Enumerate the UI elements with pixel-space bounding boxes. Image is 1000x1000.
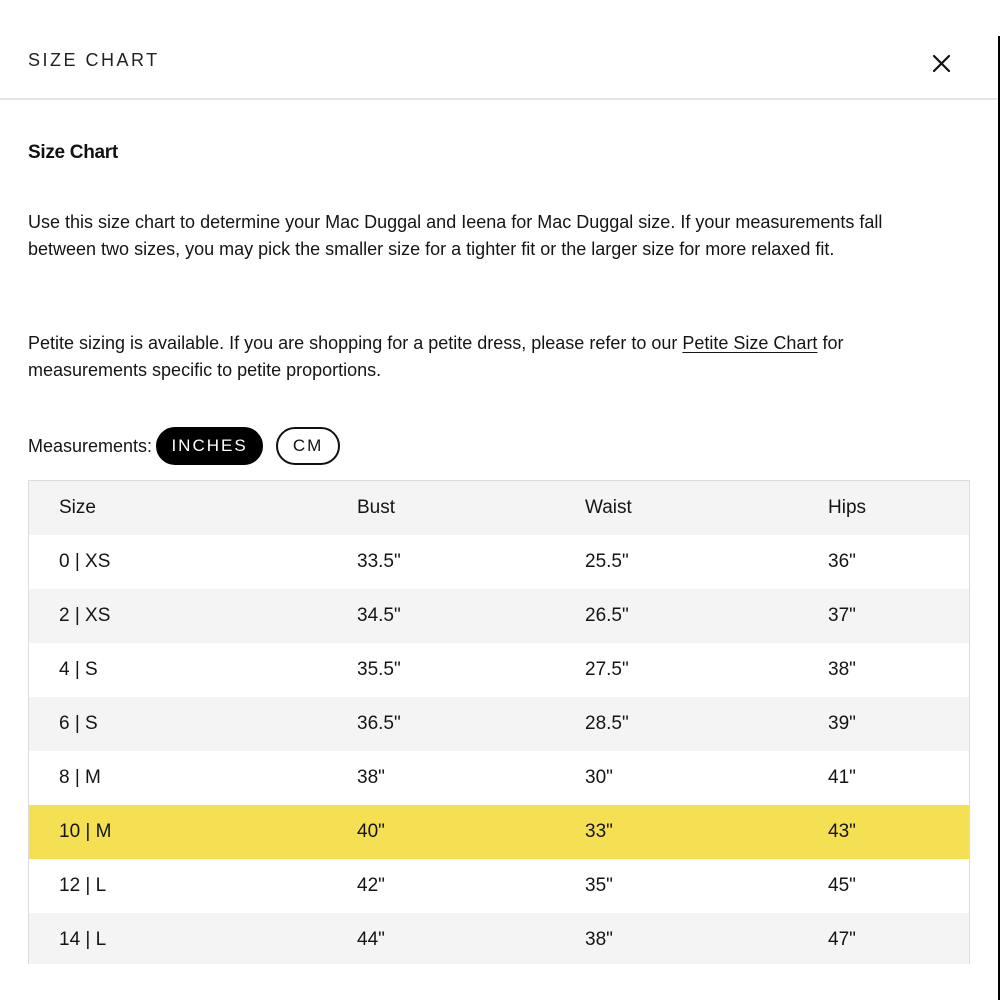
cell-waist: 35" [585,859,828,913]
table-row [29,589,969,643]
table-row [29,697,969,751]
section-heading: Size Chart [28,142,118,163]
measurements-toggle [28,425,340,467]
header-waist: Waist [585,481,828,535]
table-row [29,751,969,805]
cell-size: 0 | XS [29,535,357,589]
size-table-container[interactable] [28,480,970,964]
size-table [29,481,969,964]
table-row [29,535,969,589]
cell-waist: 38" [585,913,828,964]
cell-hips: 43" [828,805,969,859]
cell-bust: 36.5" [357,697,585,751]
cell-hips: 39" [828,697,969,751]
table-row [29,859,969,913]
cell-waist: 27.5" [585,643,828,697]
cell-size: 6 | S [29,697,357,751]
cell-waist: 33" [585,805,828,859]
petite-text-after: for measurements specific to petite proportions. [28,333,844,380]
cell-waist: 25.5" [585,535,828,589]
cell-hips: 47" [828,913,969,964]
cell-bust: 33.5" [357,535,585,589]
measurements-label: Measurements: [28,435,153,456]
cell-waist: 28.5" [585,697,828,751]
cell-hips: 41" [828,751,969,805]
cell-bust: 44" [357,913,585,964]
table-row [29,913,969,964]
cell-waist: 30" [585,751,828,805]
cell-size: 14 | L [29,913,357,964]
cm-button[interactable]: CM [276,427,340,465]
cell-size: 2 | XS [29,589,357,643]
cell-waist: 26.5" [585,589,828,643]
intro-paragraph: Use this size chart to determine your Mac Duggal and Ieena for Mac Duggal size. If your measurements fall between two sizes, you may pick the smaller size for a tighter fit or the larger size for more relaxed fit. [28,212,883,259]
cell-bust: 42" [357,859,585,913]
petite-text-before: Petite sizing is available. If you are shopping for a petite dress, please refer to our [28,333,683,353]
cell-size: 10 | M [29,805,357,859]
cell-bust: 35.5" [357,643,585,697]
cell-size: 8 | M [29,751,357,805]
cell-size: 12 | L [29,859,357,913]
petite-paragraph [28,330,898,383]
header-hips: Hips [828,481,969,535]
cell-bust: 40" [357,805,585,859]
petite-size-chart-link[interactable]: Petite Size Chart [682,333,818,353]
table-row-highlighted [29,805,969,859]
modal-title: SIZE CHART [28,50,160,70]
inches-button[interactable]: INCHES [156,427,263,465]
close-button[interactable] [926,48,956,78]
cell-size: 4 | S [29,643,357,697]
modal-header [0,0,998,100]
cell-hips: 37" [828,589,969,643]
cell-hips: 45" [828,859,969,913]
close-icon [926,48,956,78]
table-row [29,643,969,697]
cell-bust: 38" [357,751,585,805]
cell-hips: 38" [828,643,969,697]
cell-bust: 34.5" [357,589,585,643]
header-bust: Bust [357,481,585,535]
table-header-row [29,481,969,535]
cell-hips: 36" [828,535,969,589]
header-size: Size [29,481,357,535]
